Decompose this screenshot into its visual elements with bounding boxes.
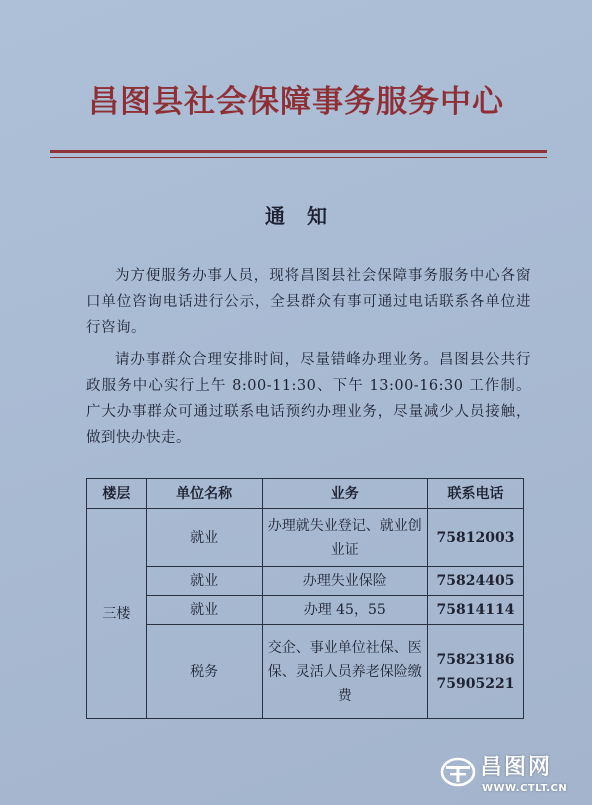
unit-cell: 就业: [146, 596, 262, 625]
table-row: [87, 596, 524, 625]
watermark-site-url: WWW.CTLT.CN: [482, 783, 568, 794]
notice-paragraph-2: 请办事群众合理安排时间，尽量错峰办理业务。昌图县公共行政服务中心实行上午 8:00-11:30、下午 13:00-16:30 工作制。广大办事群众可通过联系电话预约办理业务，尽量减少人员接触，做到快办快走。: [86, 352, 531, 446]
phone-number: 75812003: [436, 529, 515, 546]
notice-title: 通知: [265, 204, 349, 228]
phone-number: 75905221: [436, 675, 515, 692]
unit-cell: 就业: [146, 509, 262, 567]
notice-paragraph-1: 为方便服务办事人员，现将昌图县社会保障事务服务中心各窗口单位咨询电话进行公示，全县群众有事可通过电话联系各单位进行咨询。: [86, 268, 531, 336]
table-row: [87, 567, 524, 596]
phone-cell: [428, 625, 524, 719]
unit-cell: 税务: [146, 625, 262, 719]
phone-number: 75824405: [436, 573, 515, 589]
letterhead-rule-thin: [50, 157, 547, 158]
phone-cell: [428, 596, 524, 625]
site-watermark: [440, 752, 590, 800]
header-floor: 楼层: [87, 479, 147, 509]
table-row: [87, 625, 524, 719]
letterhead-rule-thick: [50, 150, 547, 153]
business-cell: 办理失业保险: [262, 567, 428, 596]
phone-number: 75823186: [436, 651, 515, 668]
watermark-site-name: 昌图网: [480, 755, 553, 780]
table-row: [87, 509, 524, 567]
business-cell: 交企、事业单位社保、医保、灵活人员养老保险缴费: [262, 625, 428, 719]
notice-body: [86, 263, 531, 451]
letterhead-title: 昌图县社会保障事务服务中心: [88, 84, 504, 120]
table-header-row: [87, 479, 524, 509]
phone-number: 75814114: [436, 602, 515, 618]
header-unit-name: 单位名称: [146, 479, 262, 509]
contact-table: [86, 478, 524, 719]
phone-cell: [428, 567, 524, 596]
unit-cell: 就业: [146, 567, 262, 596]
business-cell: 办理 45，55: [262, 596, 428, 625]
ctlt-logo-icon: [440, 756, 476, 788]
phone-cell: [428, 509, 524, 567]
header-phone: 联系电话: [428, 479, 524, 509]
header-business: 业务: [262, 479, 428, 509]
business-cell: 办理就失业登记、就业创业证: [262, 509, 428, 567]
floor-cell: 三楼: [87, 509, 147, 719]
